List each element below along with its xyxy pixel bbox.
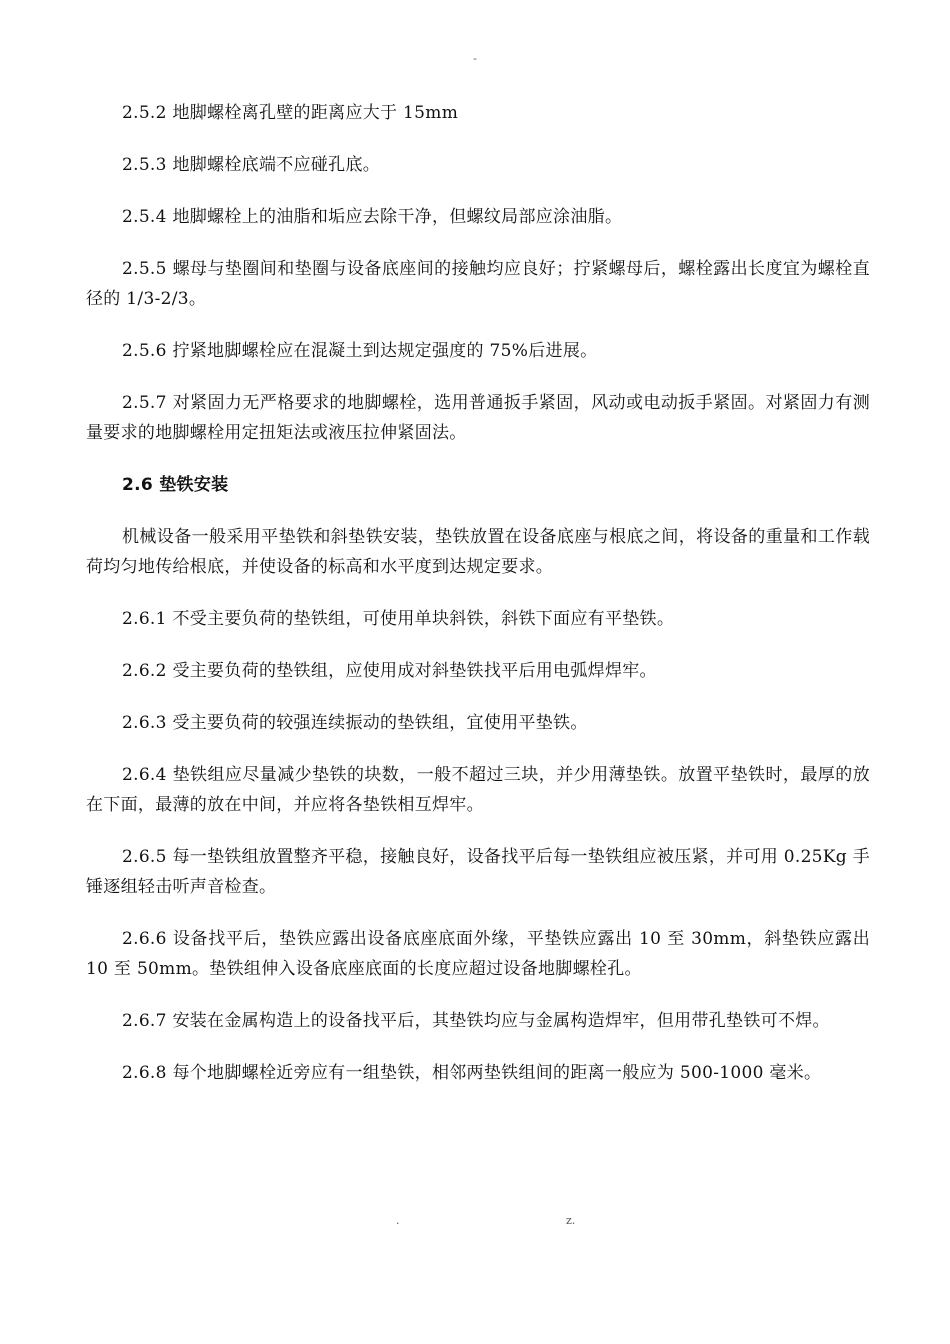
footer-right-mark: z. bbox=[566, 1214, 576, 1227]
header-mark: - bbox=[473, 52, 477, 65]
paragraph-2-5-6: 2.5.6 拧紧地脚螺栓应在混凝土到达规定强度的 75%后进展。 bbox=[122, 341, 598, 361]
section-heading-2-6: 2.6 垫铁安装 bbox=[122, 475, 229, 495]
page-footer bbox=[0, 1214, 950, 1230]
footer-left-mark: . bbox=[396, 1214, 400, 1227]
paragraph-2-6-2: 2.6.2 受主要负荷的垫铁组，应使用成对斜垫铁找平后用电弧焊焊牢。 bbox=[122, 661, 657, 681]
paragraph-2-6-8: 2.6.8 每个地脚螺栓近旁应有一组垫铁，相邻两垫铁组间的距离一般应为 500-1000 毫米。 bbox=[122, 1063, 822, 1083]
paragraph-2-6-4: 2.6.4 垫铁组应尽量减少垫铁的块数，一般不超过三块，并少用薄垫铁。放置平垫铁时，最厚的放在下面，最薄的放在中间，并应将各垫铁相互焊牢。 bbox=[86, 765, 870, 815]
paragraph-2-6-6: 2.6.6 设备找平后，垫铁应露出设备底座底面外缘，平垫铁应露出 10 至 30mm，斜垫铁应露出 10 至 50mm。垫铁组伸入设备底座底面的长度应超过设备地脚螺栓孔。 bbox=[86, 929, 870, 979]
paragraph-2-6-7: 2.6.7 安装在金属构造上的设备找平后，其垫铁均应与金属构造焊牢，但用带孔垫铁可不焊。 bbox=[122, 1011, 830, 1031]
paragraph-2-5-4: 2.5.4 地脚螺栓上的油脂和垢应去除干净，但螺纹局部应涂油脂。 bbox=[122, 207, 623, 227]
paragraph-2-6-intro: 机械设备一般采用平垫铁和斜垫铁安装，垫铁放置在设备底座与根底之间，将设备的重量和工作载荷均匀地传给根底，并使设备的标高和水平度到达规定要求。 bbox=[86, 527, 870, 577]
paragraph-2-5-2: 2.5.2 地脚螺栓离孔壁的距离应大于 15mm bbox=[122, 103, 459, 123]
paragraph-2-6-5: 2.6.5 每一垫铁组放置整齐平稳，接触良好，设备找平后每一垫铁组应被压紧，并可用 0.25Kg 手锤逐组轻击听声音检查。 bbox=[86, 847, 870, 897]
paragraph-2-6-1: 2.6.1 不受主要负荷的垫铁组，可使用单块斜铁，斜铁下面应有平垫铁。 bbox=[122, 609, 675, 629]
paragraph-2-5-3: 2.5.3 地脚螺栓底端不应碰孔底。 bbox=[122, 155, 381, 175]
paragraph-2-5-5: 2.5.5 螺母与垫圈间和垫圈与设备底座间的接触均应良好；拧紧螺母后，螺栓露出长度宜为螺栓直径的 1/3-2/3。 bbox=[86, 259, 870, 309]
paragraph-2-5-7: 2.5.7 对紧固力无严格要求的地脚螺栓，选用普通扳手紧固，风动或电动扳手紧固。对紧固力有测量要求的地脚螺栓用定扭矩法或液压拉伸紧固法。 bbox=[86, 393, 870, 443]
paragraph-2-6-3: 2.6.3 受主要负荷的较强连续振动的垫铁组，宜使用平垫铁。 bbox=[122, 713, 588, 733]
document-body bbox=[86, 98, 870, 1088]
